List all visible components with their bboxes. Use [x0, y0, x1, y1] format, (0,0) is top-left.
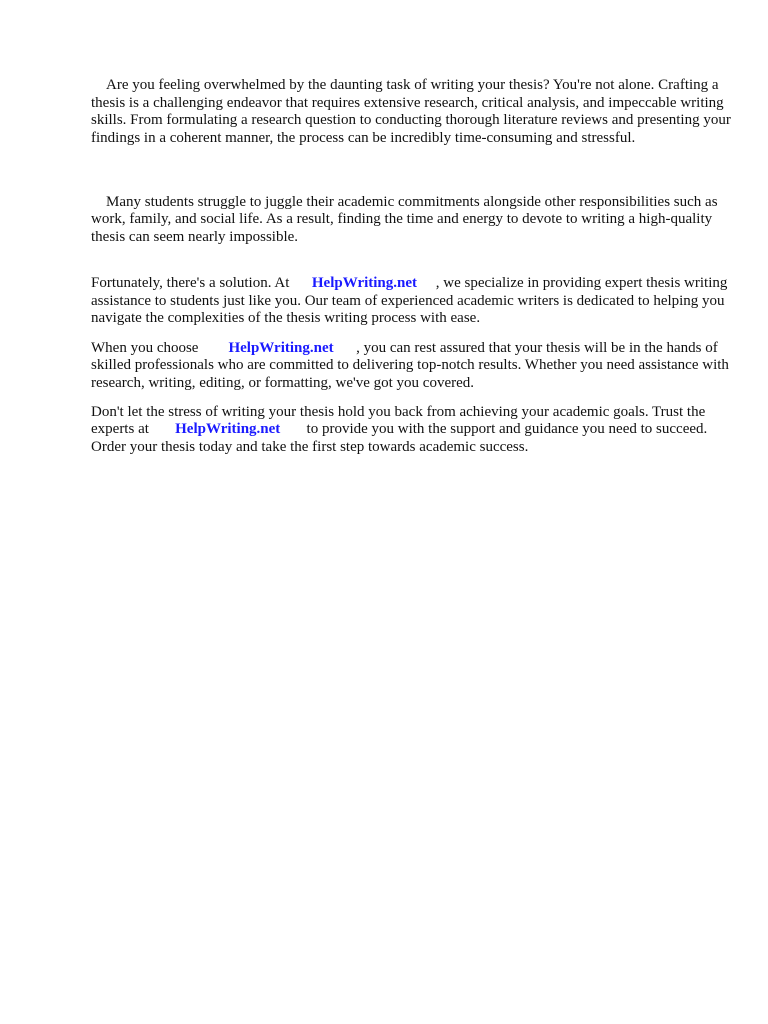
- paragraph-choose-text-end: , you can rest assured that your thesis will be in the hands of skilled professionals who are committed to delivering top-notch results. Whether you need assistance with research, writing, editing, or formatting, we've got you covered.: [91, 339, 733, 391]
- paragraph-choose: [91, 340, 731, 392]
- document-body: [91, 60, 735, 468]
- paragraph-struggle: [91, 176, 731, 263]
- paragraph-intro: [91, 60, 735, 164]
- paragraph-closing: [91, 404, 731, 456]
- paragraph-solution: [91, 275, 731, 327]
- helpwriting-link-2[interactable]: HelpWriting.net: [228, 339, 334, 356]
- helpwriting-link-3[interactable]: HelpWriting.net: [175, 421, 281, 438]
- paragraph-closing-text-start: Don't let the stress of writing your thesis hold you back from achieving your academic goals. Trust the experts at: [91, 403, 710, 438]
- paragraph-choose-text-start: When you choose: [91, 339, 203, 356]
- paragraph-solution-text-end: , we specialize in providing expert thesis writing assistance to students just like you. Our team of experienced academic writers is dedicated to helping you navigate the complexities of the thesis writing process with ease.: [91, 275, 732, 327]
- helpwriting-link-1[interactable]: HelpWriting.net: [311, 275, 418, 292]
- paragraph-struggle-text: Many students struggle to juggle their academic commitments alongside other responsibilities such as work, family, and social life. As a result, finding the time and energy to devote to writing a high-quality thesis can seem nearly impossible.: [91, 193, 722, 245]
- paragraph-intro-text: Are you feeling overwhelmed by the daunting task of writing your thesis? You're not alone. Crafting a thesis is a challenging endeavor that requires extensive research, critical analysis, and impeccable writing skills. From formulating a research question to conducting thorough literature reviews and presenting your findings in a coherent manner, the process can be incredibly time-consuming and stressful.: [91, 77, 735, 146]
- paragraph-solution-text-start: Fortunately, there's a solution. At: [91, 275, 294, 292]
- paragraph-closing-text-end: to provide you with the support and guidance you need to succeed. Order your thesis today and take the first step towards academic success.: [91, 421, 712, 455]
